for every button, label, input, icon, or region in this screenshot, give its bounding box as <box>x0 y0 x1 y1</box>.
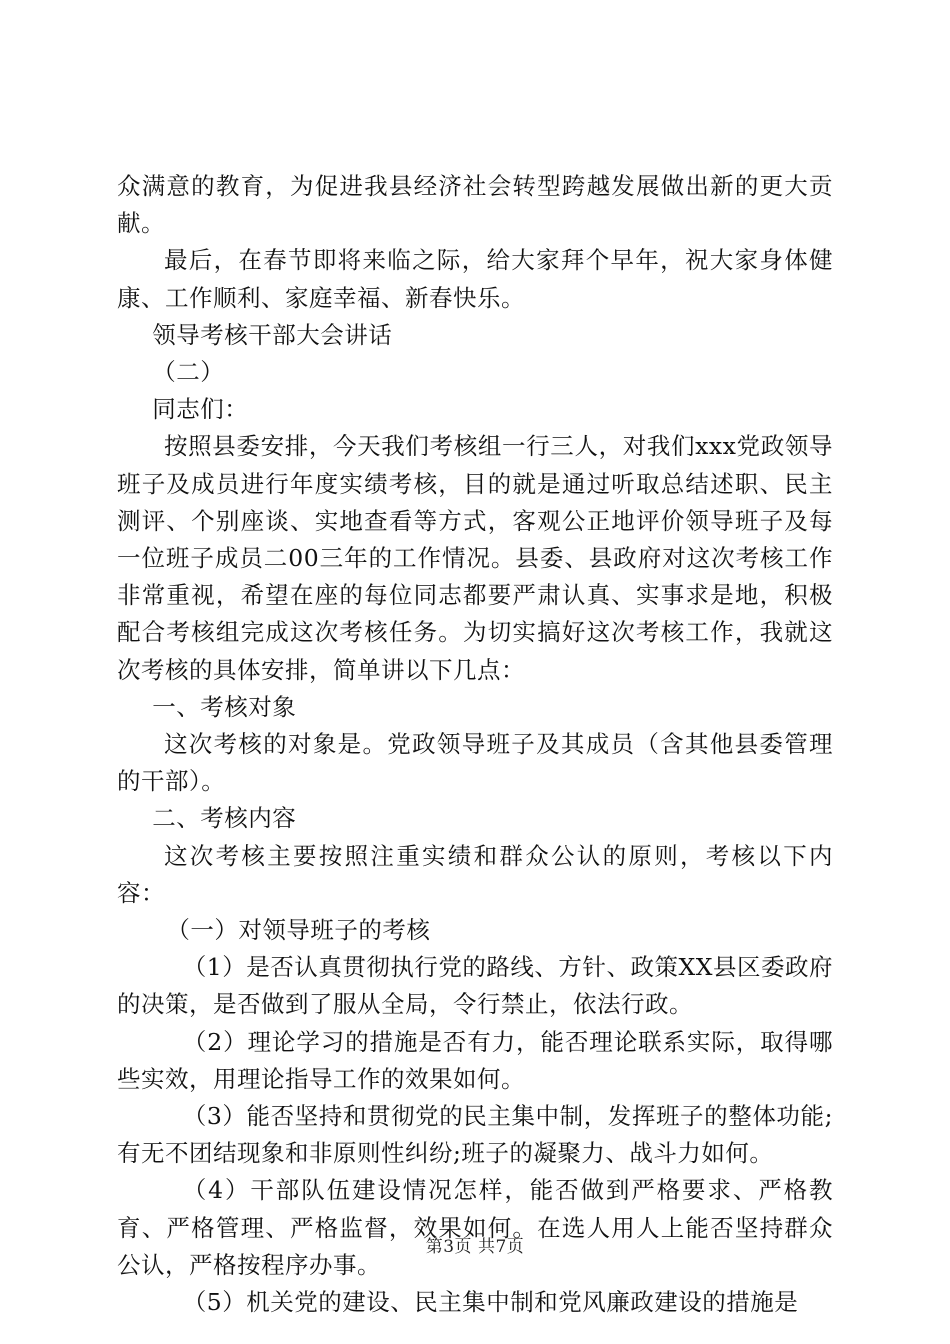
section-title: 领导考核干部大会讲话 <box>152 320 393 349</box>
page-footer <box>0 1232 950 1257</box>
subheading-leadership-assessment: （一）对领导班子的考核 <box>166 916 431 945</box>
paragraph-intro: 按照县委安排，今天我们考核组一行三人，对我们xxx党政领导班子及成员进行年度实绩考核，目的就是通过听取总结述职、民主测评、个别座谈、实地查看等方式，客观公正地评价领导班子及每一位班子成员二00三年的工作情况。县委、县政府对这次考核工作非常重视，希望在座的每位同志都要严肃认真、实事求是地，积极配合考核组完成这次考核任务。为切实搞好这次考核工作，我就这次考核的具体安排，简单讲以下几点： <box>117 432 833 684</box>
list-item-5: （5）机关党的建设、民主集中制和党风廉政建设的措施是 <box>182 1288 799 1317</box>
list-item-2: （2）理论学习的措施是否有力，能否理论联系实际，取得哪些实效，用理论指导工作的效果如何。 <box>117 1027 833 1093</box>
document-body <box>117 168 833 1321</box>
paragraph-continuation: 众满意的教育，为促进我县经济社会转型跨越发展做出新的更大贡献。 <box>117 172 833 238</box>
list-item-1: （1）是否认真贯彻执行党的路线、方针、政策XX县区委政府的决策，是否做到了服从全局，令行禁止，依法行政。 <box>117 953 833 1019</box>
section-number: （二） <box>152 358 225 387</box>
heading-assessment-content: 二、考核内容 <box>152 804 297 833</box>
list-item-4: （4）干部队伍建设情况怎样，能否做到严格要求、严格教育、严格管理、严格监督，效果如何。在选人用人上能否坚持群众公认，严格按程序办事。 <box>117 1176 833 1279</box>
page-number: 第3页 共7页 <box>425 1237 525 1257</box>
paragraph-assessment-target: 这次考核的对象是。党政领导班子及其成员（含其他县委管理的干部）。 <box>117 730 833 796</box>
heading-assessment-target: 一、考核对象 <box>152 692 297 721</box>
paragraph-assessment-content: 这次考核主要按照注重实绩和群众公认的原则，考核以下内容： <box>117 841 833 907</box>
list-item-3: （3）能否坚持和贯彻党的民主集中制，发挥班子的整体功能;有无不团结现象和非原则性纠纷;班子的凝聚力、战斗力如何。 <box>117 1102 833 1168</box>
salutation: 同志们： <box>152 395 249 424</box>
paragraph-closing-wishes: 最后，在春节即将来临之际，给大家拜个早年，祝大家身体健康、工作顺利、家庭幸福、新春快乐。 <box>117 246 833 312</box>
